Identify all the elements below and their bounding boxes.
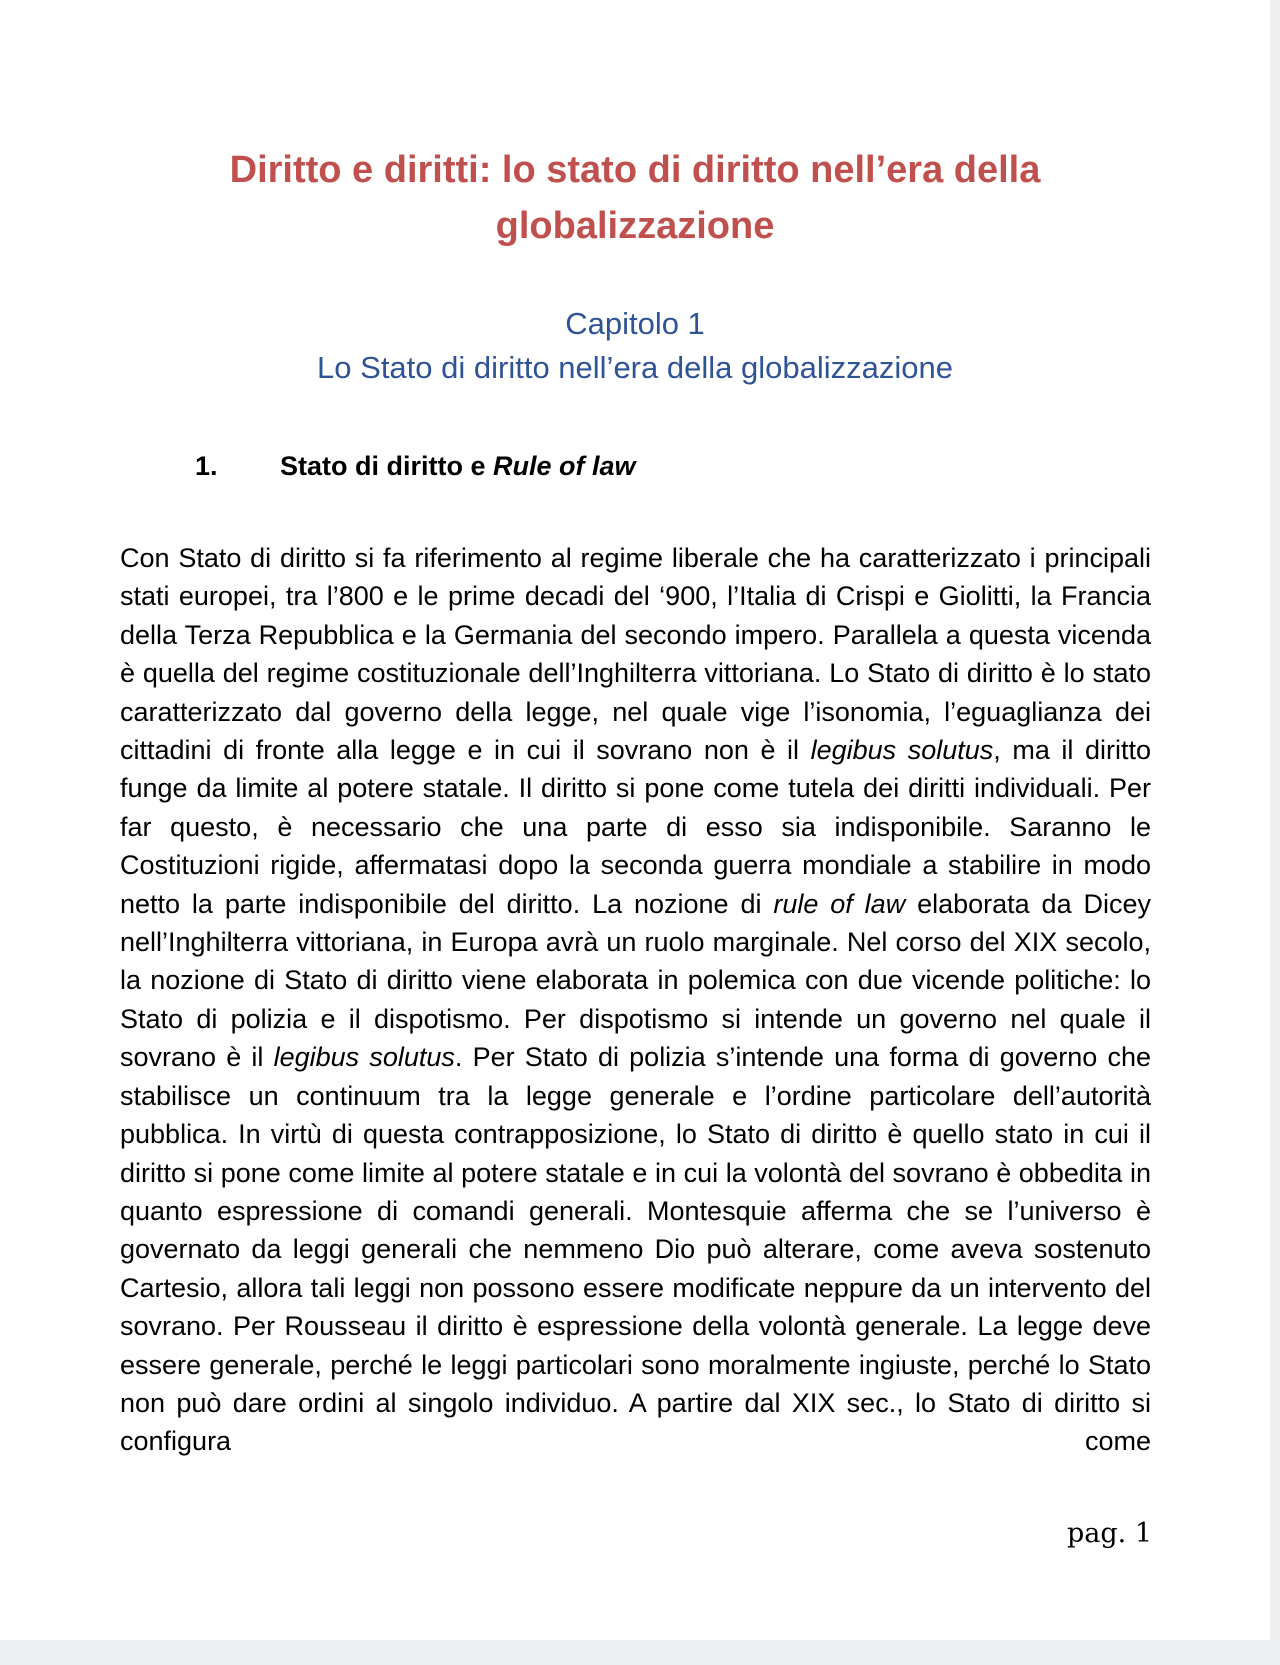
- paragraph-italic-text: legibus solutus: [273, 1042, 455, 1073]
- paragraph-text: , ma il diritto funge da limite al potere statale. Il diritto si pone come tutela dei diritti individuali. Per far questo, è necessario che una parte di esso sia indisponibile. Saranno le Costituzioni rigide, affermatasi dopo la seconda guerra mondiale a stabilire in modo netto la parte indisponibile del diritto. La nozione di: [120, 735, 1151, 919]
- section-title-plain: Stato di diritto e: [280, 451, 493, 481]
- paragraph-text: elaborata da Dicey nell’Inghilterra vittoriana, in Europa avrà un ruolo marginale. Nel corso del XIX secolo, la nozione di Stato di diritto viene elaborata in polemica con due vicende politiche: lo Stato di polizia e il dispotismo. Per dispotismo si intende un governo nel quale il sovrano è il: [120, 888, 1151, 1073]
- section-number: 1.: [195, 451, 218, 481]
- chapter-label: Capitolo 1: [565, 306, 705, 341]
- chapter-subtitle: Lo Stato di diritto nell’era della globalizzazione: [317, 350, 953, 385]
- document-title: Diritto e diritti: lo stato di diritto nell’era della globalizzazione: [229, 149, 1041, 247]
- paragraph-text: . Per Stato di polizia s’intende una forma di governo che stabilisce un continuum tra la legge generale e l’ordine particolare dell’autorità pubblica. In virtù di questa contrapposizione, lo Stato di diritto è quello stato in cui il diritto si pone come limite al potere statale e in cui la volontà del sovrano è obbedita in quanto espressione di comandi generali. Montesquie afferma che se l’universo è governato da leggi generali che nemmeno Dio può alterare, come aveva sostenuto Cartesio, allora tali leggi non possono essere modificate neppure da un intervento del sovrano. Per Rousseau il diritto è espressione della volontà generale. La legge deve essere generale, perché le leggi particolari sono moralmente ingiuste, perché lo Stato non può dare ordini al singolo individuo. A partire dal XIX sec., lo Stato di diritto si configura come: [120, 1042, 1151, 1457]
- section-title-italic: Rule of law: [493, 451, 636, 481]
- section-heading: [195, 446, 636, 486]
- chapter-heading: [150, 302, 1120, 390]
- paragraph-text: Con Stato di diritto si fa riferimento al regime liberale che ha caratterizzato i principali stati europei, tra l’800 e le prime decadi del ‘900, l’Italia di Crispi e Giolitti, la Francia della Terza Repubblica e la Germania del secondo impero. Parallela a questa vicenda è quella del regime costituzionale dell’Inghilterra vittoriana. Lo Stato di diritto è lo stato caratterizzato dal governo della legge, nel quale vige l’isonomia, l’eguaglianza dei cittadini di fronte alla legge e in cui il sovrano non è il: [120, 543, 1151, 766]
- paragraph-italic-text: rule of law: [773, 888, 906, 919]
- body-paragraph: [120, 539, 1151, 1461]
- paragraph-italic-text: legibus solutus: [810, 735, 994, 766]
- page-number: pag. 1: [1066, 1518, 1152, 1549]
